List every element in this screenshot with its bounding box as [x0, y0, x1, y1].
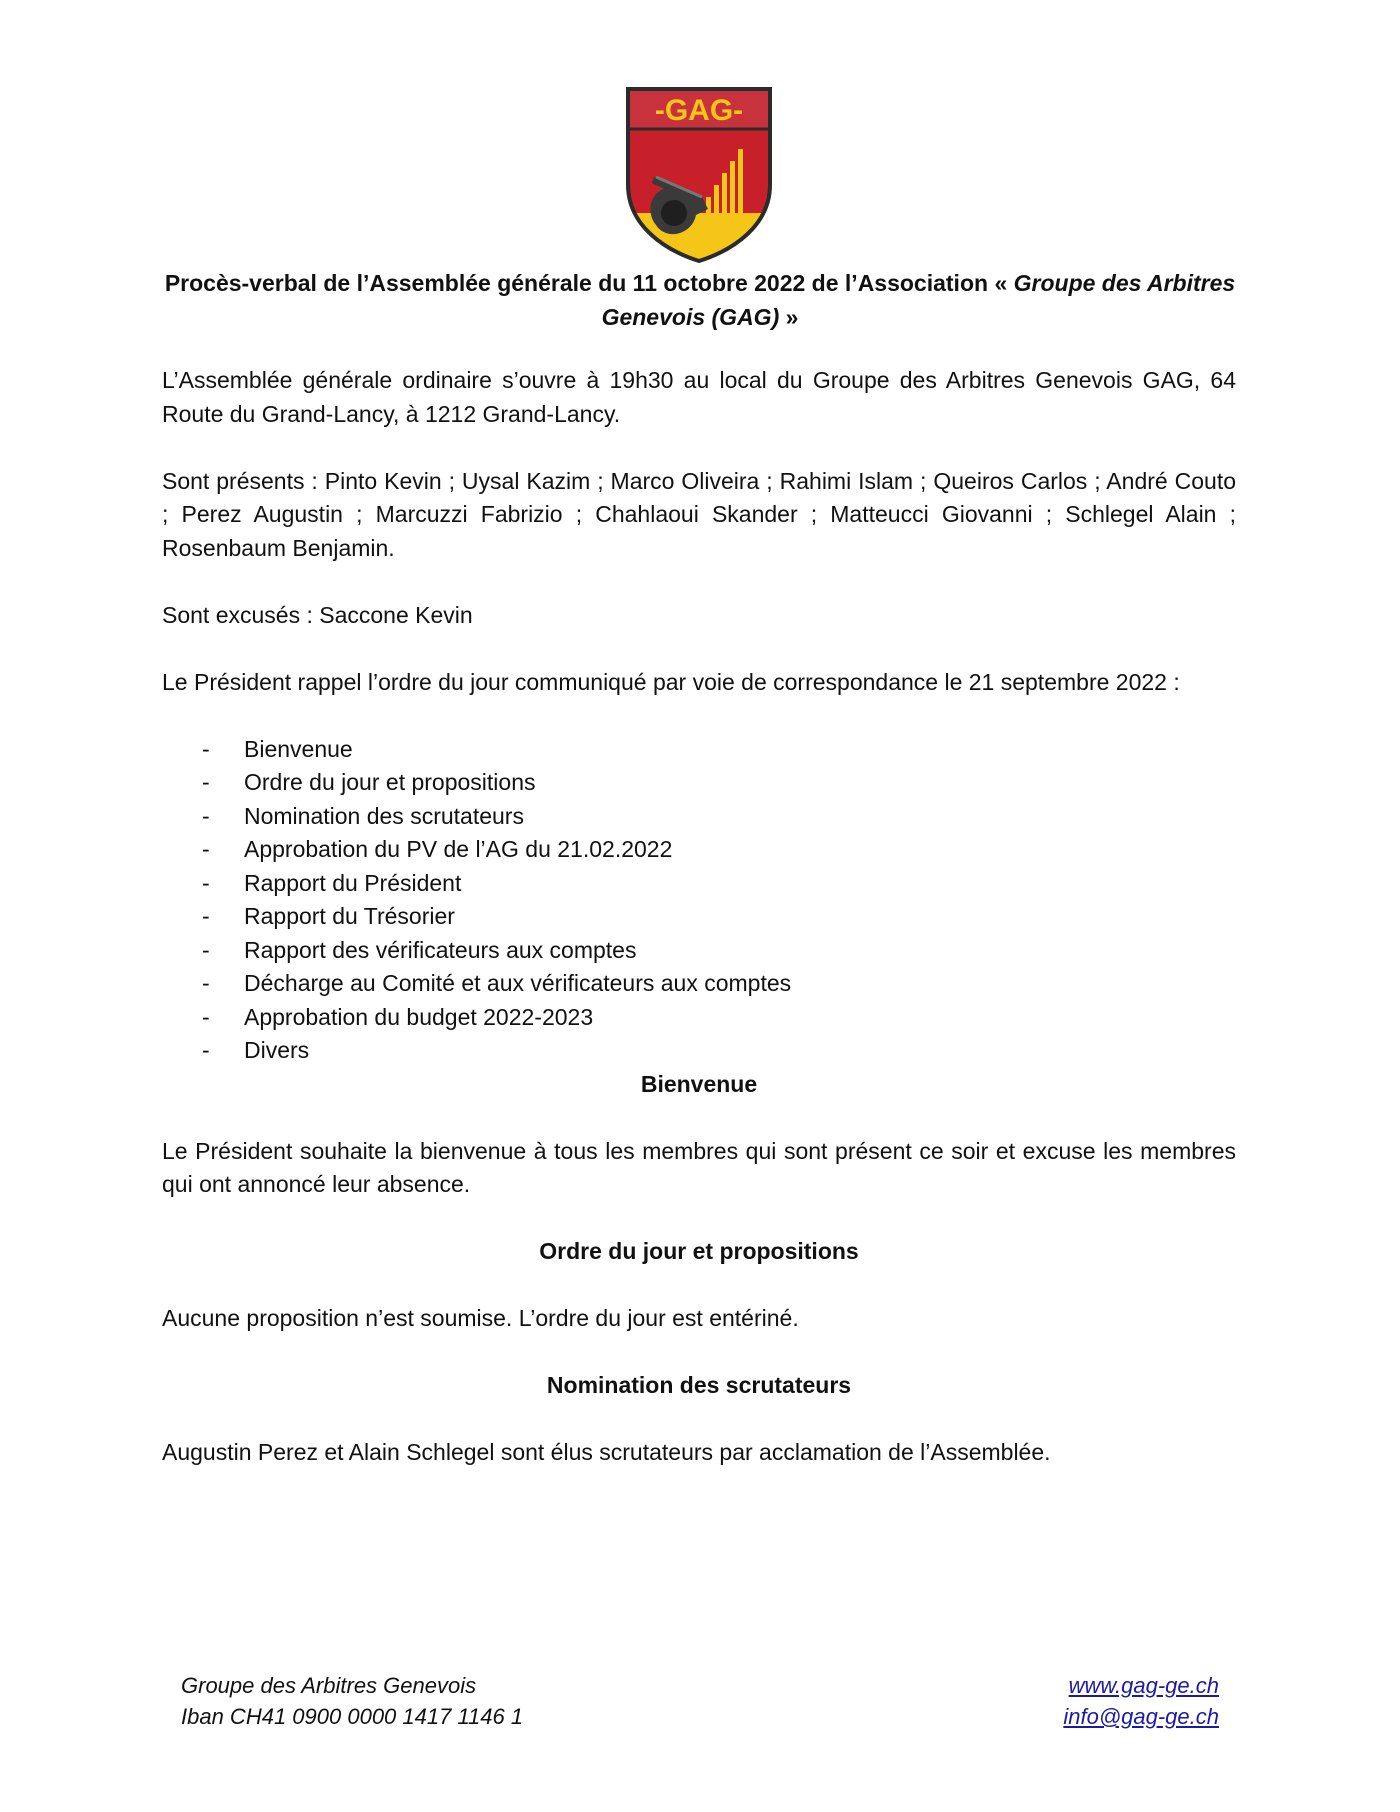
agenda-item: - Divers	[162, 1034, 1236, 1068]
section-title-ordre-du-jour: Ordre du jour et propositions	[539, 1238, 859, 1264]
footer-right	[1063, 1670, 1219, 1732]
title-part2: »	[779, 304, 799, 330]
footer-org-name: Groupe des Arbitres Genevois	[181, 1673, 477, 1698]
agenda-item: - Bienvenue	[162, 733, 1236, 767]
footer-iban: Iban CH41 0900 0000 1417 1146 1	[181, 1704, 524, 1729]
agenda-list	[162, 733, 1236, 1068]
title-part1: Procès-verbal de l’Assemblée générale du 11 octobre 2022 de l’Association «	[164, 270, 1014, 296]
agenda-item: - Décharge au Comité et aux vérificateurs aux comptes	[162, 967, 1236, 1001]
document-body	[162, 364, 1236, 1503]
agenda-item: - Rapport des vérificateurs aux comptes	[162, 934, 1236, 968]
present-paragraph: Sont présents : Pinto Kevin ; Uysal Kazim ; Marco Oliveira ; Rahimi Islam ; Queiros Carlos ; André Couto ; Perez Augustin ; Marcuzzi Fabrizio ; Chahlaoui Skander ; Matteucci Giovanni ; Schlegel Alain ; Rosenbaum Benjamin.	[162, 467, 1236, 561]
section-text-scrutateurs: Augustin Perez et Alain Schlegel sont élus scrutateurs par acclamation de l’Assemblée.	[162, 1439, 1051, 1465]
email-link[interactable]: info@gag-ge.ch	[1063, 1704, 1219, 1729]
agenda-intro: Le Président rappel l’ordre du jour communiqué par voie de correspondance le 21 septembre 2022 :	[162, 668, 1180, 695]
section-title-bienvenue: Bienvenue	[640, 1070, 758, 1097]
agenda-item: - Rapport du Président	[162, 867, 1236, 901]
logo-text: -GAG-	[654, 94, 744, 127]
excused-paragraph: Sont excusés : Saccone Kevin	[162, 601, 473, 628]
document-title	[150, 266, 1250, 334]
agenda-item: - Rapport du Trésorier	[162, 900, 1236, 934]
agenda-item: - Nomination des scrutateurs	[162, 800, 1236, 834]
agenda-item: - Ordre du jour et propositions	[162, 766, 1236, 800]
footer-left	[181, 1670, 523, 1732]
opening-paragraph: L’Assemblée générale ordinaire s’ouvre à 19h30 au local du Groupe des Arbitres Genevois GAG, 64 Route du Grand-Lancy, à 1212 Grand-Lancy.	[162, 367, 1236, 427]
section-text-bienvenue: Le Président souhaite la bienvenue à tous les membres qui sont présent ce soir et excuse les membres qui ont annoncé leur absence.	[162, 1137, 1236, 1197]
title-italic: Groupe des Arbitres Genevois (GAG)	[601, 270, 1236, 330]
gag-logo	[624, 85, 774, 265]
section-text-ordre-du-jour: Aucune proposition n’est soumise. L’ordre du jour est entériné.	[162, 1305, 799, 1331]
section-title-scrutateurs: Nomination des scrutateurs	[546, 1372, 852, 1398]
website-link[interactable]: www.gag-ge.ch	[1068, 1673, 1219, 1698]
agenda-item: - Approbation du PV de l’AG du 21.02.2022	[162, 833, 1236, 867]
agenda-item: - Approbation du budget 2022-2023	[162, 1001, 1236, 1035]
